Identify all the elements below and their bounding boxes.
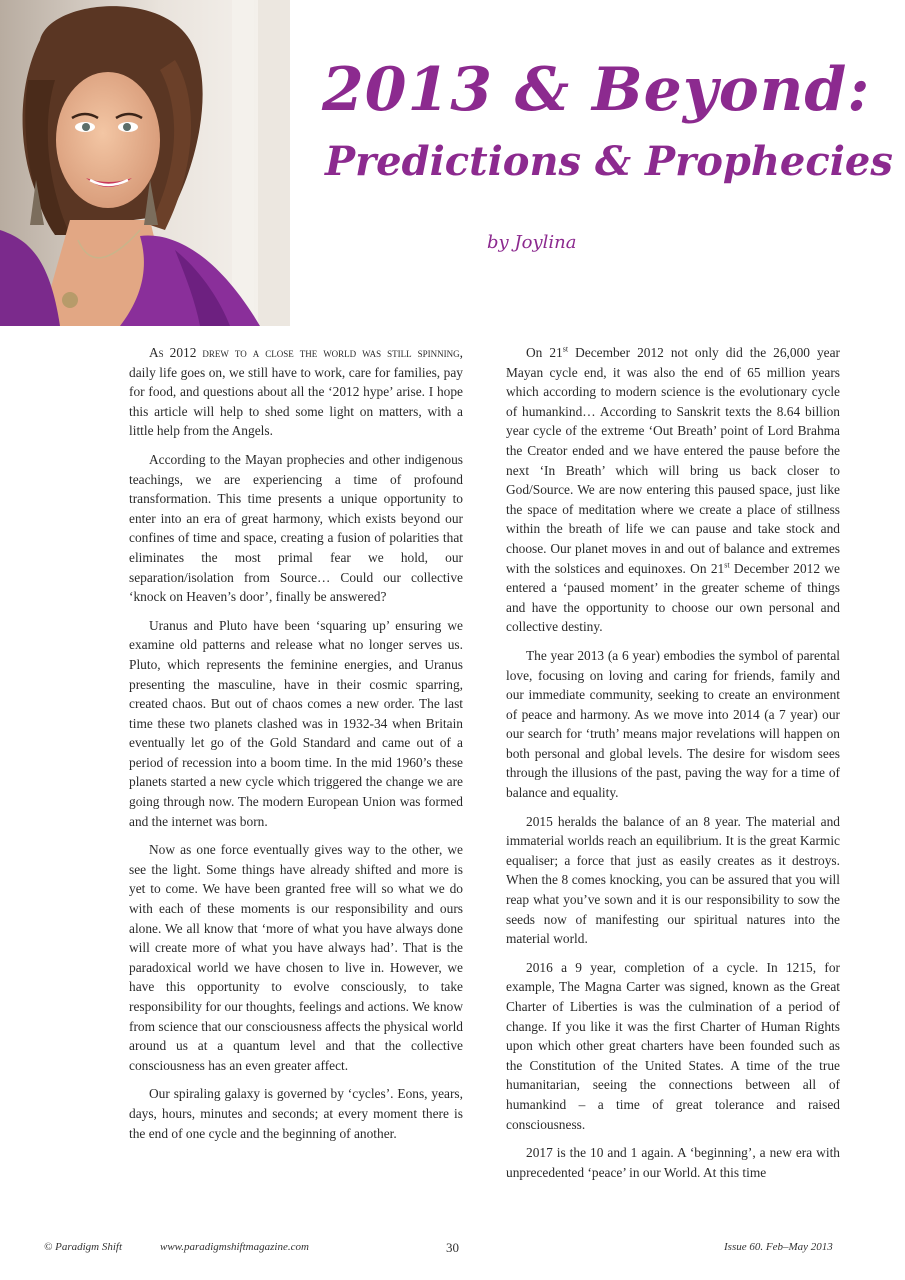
paragraph: [506, 343, 840, 637]
left-column: [129, 343, 463, 1143]
author-photo: [0, 0, 290, 326]
paragraph-text: December 2012 we entered a ‘paused moment’ in the greater scheme of things and have the opportunity to choose our own personal and collective destiny.: [506, 560, 840, 635]
paragraph-text: daily life goes on, we still have to work, care for families, pay for food, and questions about all the ‘2012 hype’ arise. I hope this article will help to shed some light on matters, with a little help from the Angels.: [129, 364, 463, 439]
lead-in: As 2012 drew to a close the world was still spinning,: [149, 345, 463, 360]
page-number: 30: [446, 1240, 459, 1255]
footer-website: www.paradigmshiftmagazine.com: [160, 1241, 309, 1253]
paragraph: Now as one force eventually gives way to the other, we see the light. Some things have already shifted and more is yet to come. We have been granted free will so what we do with each of these moments is our responsibility and ours alone. We all know that ‘more of what you have always done will create more of what you have always had’. That is the paradoxical world we have chosen to live in. However, we have this opportunity to evolve consciously, to take responsibility for our thoughts, feelings and actions. We know from science that our consciousness affects the physical world around us at a quantum level and that the collective consciousness has an even greater affect.: [129, 842, 463, 1073]
article-title: 2013 & Beyond:: [322, 55, 871, 125]
footer-issue: Issue 60. Feb–May 2013: [724, 1241, 833, 1253]
paragraph: Our spiraling galaxy is governed by ‘cycles’. Eons, years, days, hours, minutes and seconds; at every moment there is the end of one cycle and the beginning of another.: [129, 1086, 463, 1141]
paragraph: [129, 343, 463, 441]
right-column: [506, 343, 840, 1182]
footer-copyright: © Paradigm Shift: [44, 1241, 123, 1253]
superscript: st: [724, 560, 730, 570]
paragraph-text: On 21: [526, 345, 563, 360]
superscript: st: [562, 344, 569, 354]
paragraph: The year 2013 (a 6 year) embodies the symbol of parental love, focusing on loving and caring for friends, family and our immediate community, seeking to create an environment of peace and harmony. As we move into 2014 (a 7 year) our our search for ‘truth’ means major revelations will happen on both personal and global levels. The desire for wisdom sees through the illusions of the past, paving the way for a time of balance and equality.: [506, 647, 840, 801]
page-footer: [0, 1241, 905, 1261]
paragraph-text: December 2012 not only did the 26,000 year Mayan cycle end, it was also the end of 65 million years which according to modern science is the evolutionary cycle of humankind… According to Sanskrit texts the 8.64 billion year cycle of the extreme ‘Out Breath’ point of Lord Brahma the Creator ended and we have entered the pause before the next ‘In Breath’ which will bring us back closer to God/Source. We are now entering this paused space, just like the space of meditation where we create a place of stillness within the breath of life we can pause and take stock and choose. Our planet moves in and out of balance and extremes with the solstices and equinoxes. On 21: [506, 345, 840, 576]
paragraph: 2015 heralds the balance of an 8 year. The material and immaterial worlds reach an equilibrium. It is the great Karmic equaliser; a force that just as easily creates as it destroys. When the 8 comes knocking, you can be assured that you will reap what you’ve sown and it is our responsibility to sow the seeds now of manifesting our spiritual natures into the material world.: [506, 813, 840, 947]
paragraph: 2017 is the 10 and 1 again. A ‘beginning’, a new era with unprecedented ‘peace’ in our World. At this time: [506, 1145, 840, 1180]
paragraph: According to the Mayan prophecies and other indigenous teachings, we are experiencing a time of profound transformation. This time presents a unique opportunity to enter into an era of great harmony, which exists beyond our confines of time and space, creating a fusion of polarities that eliminates the most primal fear we hold, our separation/isolation from Source… Could our collective ‘knock on Heaven’s door’, finally be answered?: [129, 451, 463, 605]
author-byline: by Joylina: [487, 232, 577, 253]
author-portrait-illustration: [0, 0, 290, 326]
article-subtitle: Predictions & Prophecies: [325, 138, 893, 185]
paragraph: 2016 a 9 year, completion of a cycle. In 1215, for example, The Magna Carter was signed, known as the Great Charter of Liberties is was the culmination of a period of change. If you like it was the first Charter of Human Rights upon which other great charters have been founded such as the Constitution of the United States. A time of the true humanitarian, seeing the connections between all of humankind – a time of great tolerance and raised consciousness.: [506, 959, 840, 1132]
paragraph: Uranus and Pluto have been ‘squaring up’ ensuring we examine old patterns and release what no longer serves us. Pluto, which represents the feminine energies, and Uranus presenting the masculine, have in their cosmic sparring, created chaos. But out of chaos comes a new order. The last time these two planets clashed was in 1932-34 when Britain eventually let go of the Gold Standard and came out of a period of recession into a boom time. In the mid 1960’s these planets started a new cycle which triggered the change we are going through now. The modern European Union was formed and the internet was born.: [129, 617, 463, 829]
